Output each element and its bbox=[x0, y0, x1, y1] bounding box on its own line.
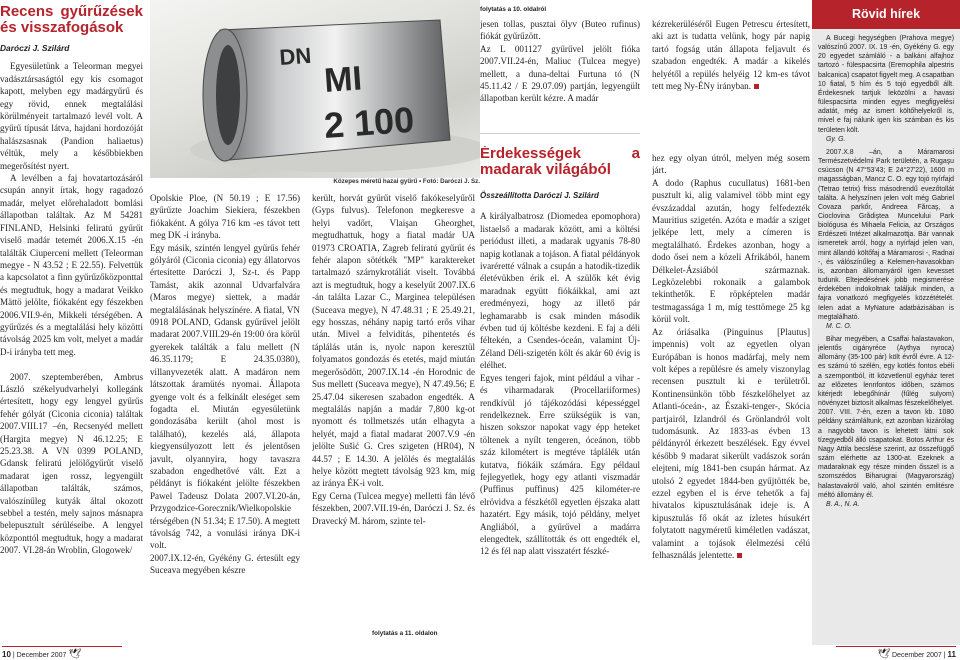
section-title: Érdekességek a madarak világából bbox=[480, 146, 640, 178]
article-byline: Daróczi J. Szilárd bbox=[0, 43, 70, 53]
article-column-1 bbox=[0, 4, 143, 640]
photo-caption: Közepes méretű hazai gyűrű • Fotó: Daróczi J. Sz. bbox=[333, 178, 480, 185]
article-paragraph: 2007. szeptemberében, Ambrus László székelyudvarhelyi kollegánk értesített, hogy egy lengyel gyűrűs fehér gólyát (Ciconia ciconia) találtak 2007.VIII.17 –én, Recsenyéd mellett (Hargita megye) N 46.12.25; E 25.23.38. A VN 0399 POLAND, Gdansk feliratú jelölőgyűrűt viselő madarat igen rossz, legyengült állapotban találták, számos, valószínűleg kutyák által okozott sebbel a testén, mely sajnos másnapra belepusztult sérüléseibe. A lengyel központtól megtudtuk, hogy a madarat 2007. VI.28-án Wroblin, Glogowek/ bbox=[0, 371, 143, 556]
news-signature: Gy. G. bbox=[826, 135, 846, 143]
bird-logo-icon: 🕊 bbox=[877, 649, 891, 660]
continued-column bbox=[480, 18, 640, 128]
article-column-3 bbox=[312, 192, 475, 630]
left-page bbox=[0, 0, 480, 659]
feature-column-1 bbox=[480, 146, 640, 640]
page-number: 10 bbox=[2, 650, 11, 659]
footer-folio: 10 | December 2007 🕊 bbox=[2, 646, 122, 660]
section-byline: Összeállította Daróczi J. Szilárd bbox=[480, 191, 599, 200]
news-item: Bihar megyében, a Csaffai halastavakon, jelentős cigányréce (Aythya nyroca) állomány (35-100 pár) költ évről évre. A 12-es számú tó szélén, egy kotlés fontos ebéli a szempontból, itt közvetlenül egyház teret az előzetes lennfontos időben, számos kitérjedt lebegőhínár (fűlég sulyom) növényzet biztosít alkalmas fészekelőhelyet. 2007. VIII. 7-én, ezen a tavon kb. 1080 példány számláltunk, ezt azonban kizárólag a nagyobb tavon is lehetett látni sok tízegyedből álló csapatokat. Botos Arthur és Nagy Attila becslése szerint, az összefüggő szám elérhette az 1300-at. Ezeknek a madaraknak egy része minden ősszel is a szomszédos Biharugrai (Magyarország) halastavakról való, ahol szintén emlitésre méltó állomány él. bbox=[818, 336, 954, 499]
footer-folio: 🕊 December 2007 | 11 bbox=[836, 646, 956, 660]
continued-column-2 bbox=[652, 18, 810, 128]
page-footer-left bbox=[0, 643, 480, 659]
feature-column-2 bbox=[652, 152, 810, 642]
news-signature: M. C. O. bbox=[826, 322, 852, 330]
continued-note: folytatás a 11. oldalon bbox=[372, 630, 438, 637]
article-headline: Recens gyűrűzések és visszafogások bbox=[0, 4, 143, 36]
article-paragraph: Egyesületünk a Teleorman megyei vadásztársaságtól egy kis csomagot kapott, melyben egy madárgyűrű és egy rövid, ennek megtalálási körülményeit tartalmazó levél volt. A gyűrű típusát látva, hajdani hordozóját halászsasnak (Pandion haliaetus) véltük, mely a későbbiekben megerősítést nyert. bbox=[0, 61, 143, 171]
news-item: 2007.X.8 –án, a Máramarosi Természetvédelmi Park területén, a Rugaşu csúcson (N 47°53'43; E 24°27'22), 1600 m magasságban, Mancz C. O. egy tojó nyírfajd (Tetrao tetrix) friss másodrendű evezőtollát találta. A helyszínen jelen volt még Gabriel Covaza parkőr, Andreea Fărcaş, a Cioclovina Grădiştea Muncelului Park biológusa és Mihaela Felicia, az Országos Erdészeti Intézet alkalmazottja. Bár vannak ismeretek arról, hogy a nyírfajd jelen van, mint állandó költőfaj a Máramarosi -, Radnai -, és válószínűleg a Kelemen-havasokban is, azonban állomanyáról igen kevesset tudunk. Eltejedésének jobb megismerése érdekében indokoltnak találjuk minden, a fajra vonatkozó megfigyelés közzétételét. Ielen adat a MyNature adatbázisában is megtalálható. bbox=[818, 148, 954, 321]
bird-logo-icon: 🕊 bbox=[68, 649, 82, 660]
article-paragraph: kézrekerüléséről Eugen Petrescu értesített, aki azt is tudatta velünk, hogy pár napig tartó fogság után állapota feljavult és szabadon engedték. A madár a kikelés helyétől a repülés helyéig 12 km-es távot tett meg Ny-ÉNy irányban. bbox=[652, 19, 810, 92]
article-paragraph: jesen tollas, pusztai ölyv (Buteo rufinus) fiókát gyűrűzött. Az L 001127 gyűrűvel jelölt fióka 2007.VII.24-én, Maliuc (Tulcea megye) mellett, a duna-deltai Furtuna tó (N 45.11.42 / E 29.07.09) partján, legyengült állapotban került kézre. A madár bbox=[480, 19, 640, 104]
right-page bbox=[480, 0, 812, 659]
bird-ring-illustration bbox=[150, 0, 480, 178]
page-number: 11 bbox=[947, 650, 956, 659]
end-mark-icon bbox=[737, 553, 742, 558]
ring-inscription-number: 2 100 bbox=[322, 98, 416, 146]
bird-ring-photo bbox=[150, 0, 480, 178]
ring-inscription-top: DN bbox=[278, 42, 313, 70]
ring-opening bbox=[216, 45, 240, 145]
news-item: A Bucegi hegységben (Prahova megye) valószínű 2007. IX. 19 -én, Gyékény G. egy 20 egyedet számláló - a balkáni alfajhoz tartozó - fülespacsirta (Eremophila alpestris balcanica) csapatot figyelt meg. A csapatban 10 fiatal, 5 hím és 5 tojó egyedből állt. Érdekesnek tartjuk leközölni a havasi fülespacsirta minden egyes megfigyelési adatát, még az ismert költőhelyekről is, mivel e faj nálunk igen kis számban és kis területen költ. bbox=[818, 35, 954, 134]
article-paragraph: Opolskie Ploe, (N 50.19 ; E 17.56) gyűrűzte Joachim Siekiera, fészekben fiókaként. A gólya 716 km -es távot tett meg DK -i irányba. Egy másik, szintén lengyel gyűrűs fehér gólyáról (Ciconia ciconia) egy állatorvos értesítette Daróczi J, Sz-t. és Papp Tamást, akik azonnal Udvarfalvára (Maros megye) siettek, a madár megtalálásának helyszínére. A fiatal, VN 0918 POLAND, Gdansk gyűrűvel jelölt madarat 2007.VIII.29-én 19:00 óra körül gyerekek találták a falu mellett (N 46.35.1179; E 24.35.0380), villanyvezeték alatt. A madáron nem látszottak áramütés nyomai. Állapota gyenge volt és a felkínált eleséget sem fogadta el. Miután egyesületünk gondozásába került (ahol most is található), kezelés alá, állapota kiegyensúlyozott lett és jelentősen javult, olyannyira, hogy tavaszra szabadon engedhetővé vált. Ezt a példányt is fiókaként jelölte fészekben Pawel Tadeusz Dolata 2007.VI.20-án, Przygodzice-Gorecznik/Wielkopolskie térségében (N 51.34; E 17.50). A megtett távolság 742, a vonulási iránya DK-i volt. 2007.IX.12-én, Gyékény G. értesült egy Suceava megyében készre bbox=[150, 193, 300, 576]
issue-date: December 2007 bbox=[16, 652, 67, 659]
page-footer-right bbox=[830, 643, 960, 659]
article-paragraph: került, horvát gyűrűt viselő fakókeselyűről (Gyps fulvus). Telefonon megkeresve a helyi vadőrt, Vlaişan Gheorghet, megtudhattuk, hogy a fiatal madár UA 01973 CROATIA, Zagreb feliratú gyűrűt és fehér alapon sötétkék "MP" karaktereket tartalmazó szárnykrotáliát viselt. Továbbá azt is megtudtuk, hogy a keselyűt 2007.IX.6 -án találta Lazar C., Marginea településen (Suceava megye), N 47.48.31 ; E 25.49.21, egy hosszas, néhány napig tartó erős vihar után. Mivel a felvidítás, pihentetés és táplálás után is, nyolc napon keresztül folyamatos gondozás és etetés, majd miután megerősödött, 2007.IX.14 -én Horodnic de Sus mellett (Suceava megye), N 47.49.56; E 25.47.04 sikeresen szabadon engedték. A megtalálás napján a madár 7,800 kg-ot nyomott és tollmetszés után elhagyta a helyét, majd a fiatal madarat 2007.V.9 -én jelölte Sušić G. Cres szigeten (HR04), N 44.57 ; E 14.30. A jelölés és megtalálás helye között megtett távolság 923 km, míg az iránya ÉK-i volt. Egy Cerna (Tulcea megye) melletti fán lévő fészekben, 2007.VII.19-én, Daróczi J. Sz. és Dravecký M. három, szinte tel- bbox=[312, 193, 475, 526]
article-paragraph: A levélben a faj hovatartozásáról csupán annyit írtak, hogy ragadozó madár, melyet előrehaladott bomlási állapotban találtak. Az M 54281 FINLAND, Helsinki feliratú gyűrűt viselő madár tetemét 2006.X.15 -én találták Ciuperceni mellett (Teleorman megye - N 43.52 ; E 22.55). Felvettük a kapcsolatot a finn gyűrűzőközponttal és megtudtuk, hogy a madarat Veikko Mättö jelölte, fiókaként egy fészekben 2006.VII.9-én, Mikkeli térségében. A gyűrűzés és a megtalálási hely közötti távolság 2025 km volt, melyet a madár D-i irányba tett meg. bbox=[0, 173, 143, 357]
sidebar-title: Rövid hírek bbox=[812, 0, 960, 29]
ring-inscription-middle: MI bbox=[322, 59, 364, 100]
issue-date: December 2007 bbox=[892, 652, 942, 659]
news-signature: B. A., N. A. bbox=[826, 500, 860, 508]
end-mark-icon bbox=[754, 84, 759, 89]
article-column-2 bbox=[150, 192, 300, 640]
continued-from-note: folytatás a 10. oldalról bbox=[480, 6, 547, 13]
article-paragraph: A királyalbatrosz (Diomedea epomophora) listaelső a madarak között, ami a költési periódust illeti, a madarak ugyanis 78-80 napig kotlanak a tojáson. A fiatal példányok ivaréretté válnak a csupán a hatodik-tizedik életévükben érik el. A szülők két évig maradnak együtt fiókáikkal, ami azt eredményezi, hogy az illető pár leghamarabb is csak minden második évben tud új költésbe kezdeni. E faj a déli féltekén, a Csendes-óceán, valamint Új-Zéland Déli-szigetén költ és akár 60 évig is elélhet. Egyes tengeri fajok, mint például a vihar - és viharmadarak (Procellariiformes) rendkívül jó tájékozódási képességgel rendelkeznek. Erre szükségük is van, hiszen sokszor napokat vagy épp heteket töltenek a nyílt tengeren, óceánon, több száz kilométert is megtéve táplálék után kutatva, fiókáik számára. Egy példaul fejlegyetlek, hogy egy atlanti viszmadár (Puffinus puffinus) 425 kilométer-re elrövidva a fészkétől egyetlen éjszaka alatt hazatért. Egy másik, tojó példány, melyet Angliából, a gyűrűvel a madárra elengedtek, szállították és ott engedték el, 12 és fél nap alatt visszatért fészké- bbox=[480, 211, 640, 557]
sidebar-text bbox=[818, 34, 954, 642]
section-divider bbox=[480, 133, 640, 134]
news-sidebar bbox=[812, 0, 960, 645]
article-paragraph: hez egy olyan útról, melyen még sosem járt. A dodo (Raphus cucullatus) 1681-ben pusztult ki, alig valamivel több mint egy évszázaddal azután, hogy felfedezték Mauritius szigetén. Azóta e madár a sziget jelképe lett, mely a címeren is megtalálható. Érdekes azonban, hogy a dodo ősei nem a közeli Afrikából, hanem Délkelet-Ázsiából származnak. Legközelebbi rokonaik a galambok tekinthetők. E röpképtelen madár testmagassága 1 m, míg testtömege 25 kg körül volt. Az óriásalka (Pinguinus [Plautus] impennis) volt az egyetlen olyan Európában is honos madárfaj, mely nem volt képes a repülésre és amely viszonylag recensen pusztult ki e területről. Kontinensünkön több fészkelőhelyet az Atlanti-óceán-, az Északi-tenger-, Skócia partjairól, Izlandról és Grönlandról volt tudomásunk. Az 1833-as évben 13 példányról érkezett beszélések. Egy évvel később 9 madarat sikerült vadászok során elejteni, míg 1841-ben csupán hármat. Az utolsó 2 egyedet 1844-ben gyűjtötték be, ezzel egyben el is érve tehetők a faj hivatalos kipusztulásának ideje is. A kipusztulás fő okát az ízletes húsukért folytatott nagyméretű kiméletlen vadászat, valamint a tojások élelmezési célú felhasználás jelentette. bbox=[652, 153, 810, 560]
